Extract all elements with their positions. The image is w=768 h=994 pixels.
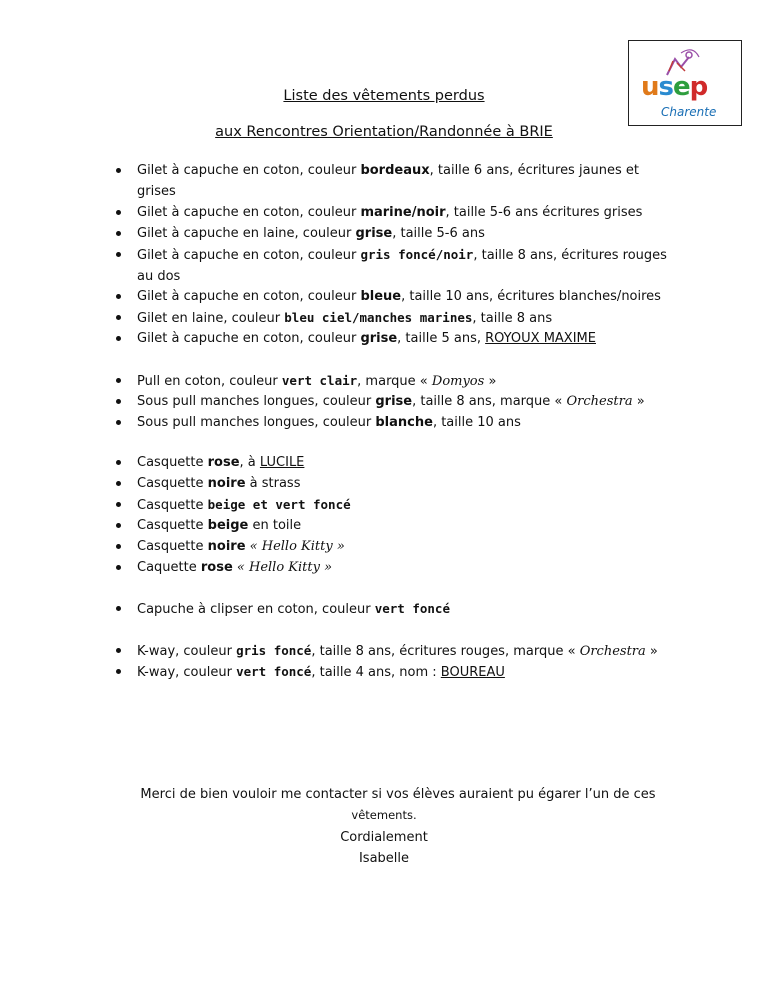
list-item: Gilet en laine, couleur bleu ciel/manches marines, taille 8 ans bbox=[137, 307, 667, 329]
closing-message: Merci de bien vouloir me contacter si vos élèves auraient pu égarer l’un de ces bbox=[140, 787, 656, 802]
logo-region-label: Charente bbox=[661, 105, 717, 119]
list-item: K-way, couleur vert foncé, taille 4 ans, nom : BOUREAU bbox=[137, 661, 667, 683]
list-item: Gilet à capuche en coton, couleur grise, taille 5 ans, ROYOUX MAXIME bbox=[137, 328, 667, 349]
list-item: Sous pull manches longues, couleur grise, taille 8 ans, marque « Orchestra » bbox=[137, 391, 667, 412]
closing-message-continued: vêtements. bbox=[351, 808, 417, 822]
list-item: Gilet à capuche en coton, couleur bleue, taille 10 ans, écritures blanches/noires bbox=[137, 286, 667, 307]
list-item: Gilet à capuche en coton, couleur marine/noir, taille 5-6 ans écritures grises bbox=[137, 202, 667, 223]
list-item: Casquette beige et vert foncé bbox=[137, 494, 667, 516]
list-item: Casquette beige en toile bbox=[137, 515, 667, 536]
signature-name: Isabelle bbox=[358, 851, 410, 866]
list-item: Casquette rose, à LUCILE bbox=[137, 452, 667, 473]
closing-salutation: Cordialement bbox=[340, 830, 428, 845]
list-item: Sous pull manches longues, couleur blanche, taille 10 ans bbox=[137, 412, 667, 433]
document-subtitle: aux Rencontres Orientation/Randonnée à BRIE bbox=[215, 124, 553, 140]
list-item: K-way, couleur gris foncé, taille 8 ans, écritures rouges, marque « Orchestra » bbox=[137, 640, 667, 662]
list-item: Pull en coton, couleur vert clair, marque « Domyos » bbox=[137, 370, 667, 392]
list-item: Casquette noire « Hello Kitty » bbox=[137, 536, 667, 557]
document-title: Liste des vêtements perdus bbox=[283, 88, 485, 104]
list-item: Gilet à capuche en coton, couleur gris foncé/noir, taille 8 ans, écritures rouges au dos bbox=[137, 244, 667, 287]
list-item: Gilet à capuche en laine, couleur grise, taille 5-6 ans bbox=[137, 223, 667, 244]
list-item: Capuche à clipser en coton, couleur vert foncé bbox=[137, 598, 667, 620]
usep-charente-logo bbox=[628, 40, 742, 126]
list-item: Casquette noire à strass bbox=[137, 473, 667, 494]
list-item: Caquette rose « Hello Kitty » bbox=[137, 557, 667, 578]
list-item: Gilet à capuche en coton, couleur bordeaux, taille 6 ans, écritures jaunes et grises bbox=[137, 160, 667, 202]
usep-wordmark: usep bbox=[641, 72, 708, 102]
